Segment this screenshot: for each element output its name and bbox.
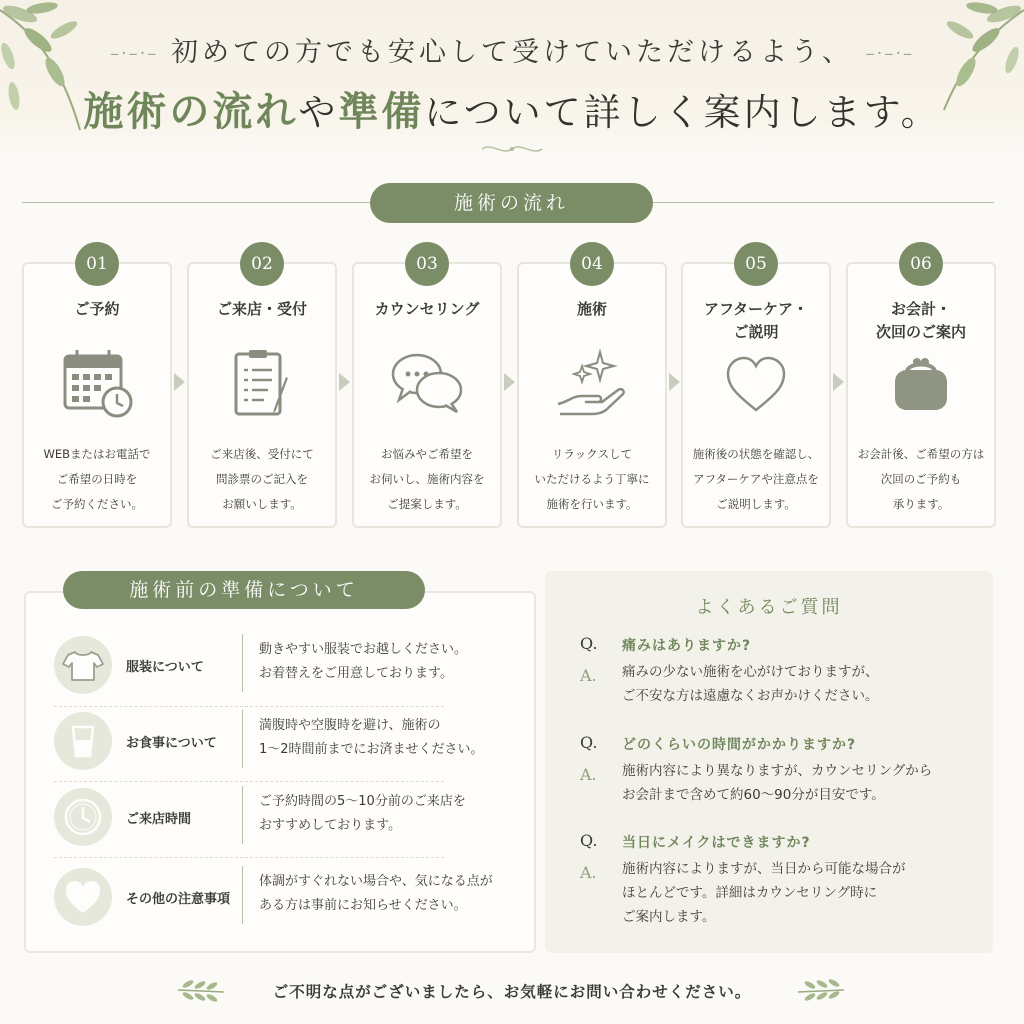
faq-question: 痛みはありますか?: [622, 638, 752, 654]
heart-icon: [716, 348, 796, 418]
flow-step-1: [22, 254, 172, 528]
flow-step-3: [352, 254, 502, 528]
prep-item: [54, 630, 494, 700]
leaf-sprig-icon: [796, 976, 846, 1002]
chevron-right-icon: [504, 373, 515, 391]
flow-section-title: 施術の流れ: [370, 183, 653, 223]
tshirt-icon: [54, 636, 112, 694]
chat-bubbles-icon: [387, 348, 467, 418]
coin-purse-icon: [881, 348, 961, 418]
step-description: お悩みやご希望を お伺いし、施術内容を ご提案します。: [369, 447, 485, 511]
step-number-badge: 04: [570, 242, 614, 286]
answer-mark-label: A.: [580, 863, 597, 882]
clipboard-icon: [222, 348, 302, 418]
prep-item-label: お食事について: [126, 736, 217, 751]
step-number-badge: 03: [405, 242, 449, 286]
calendar-icon: [57, 348, 137, 418]
step-title: アフターケア・ ご説明: [704, 300, 808, 341]
prep-section-title: 施術前の準備について: [63, 571, 425, 609]
chevron-right-icon: [669, 373, 680, 391]
prep-item-label: その他の注意事項: [126, 892, 231, 907]
step-number-badge: 02: [240, 242, 284, 286]
heart-icon: [54, 868, 112, 926]
prep-item-text: ご予約時間の5〜10分前のご来店を おすすめしております。: [259, 794, 466, 833]
faq-answer: 施術内容により異なりますが、カウンセリングから お会計まで含めて約60〜90分が目安です。: [622, 763, 933, 803]
prep-item-label: ご来店時間: [126, 812, 192, 827]
step-number-badge: 01: [75, 242, 119, 286]
flourish-ornament-icon: [480, 142, 544, 156]
step-title: カウンセリング: [374, 300, 480, 318]
clock-icon: [54, 788, 112, 846]
prep-item: [54, 862, 494, 932]
prep-item-text: 満腹時や空腹時を避け、施術の 1〜2時間前までにお済ませください。: [259, 718, 484, 757]
dash-ornament-icon: –·–·–: [865, 43, 915, 64]
faq-question: 当日にメイクはできますか?: [622, 835, 811, 851]
glass-icon: [54, 712, 112, 770]
question-mark-label: Q.: [580, 733, 598, 752]
flow-step-6: [846, 254, 996, 528]
step-number-badge: 05: [734, 242, 778, 286]
faq-section: [545, 571, 993, 953]
step-description: ご来店後、受付にて 問診票のご記入を お願いします。: [210, 447, 314, 511]
flow-step-2: [187, 254, 337, 528]
step-number-badge: 06: [899, 242, 943, 286]
chevron-right-icon: [174, 373, 185, 391]
chevron-right-icon: [339, 373, 350, 391]
flow-step-5: [681, 254, 831, 528]
prep-item-text: 動きやすい服装でお越しください。 お着替えをご用意しております。: [259, 642, 468, 681]
header-subtitle: –·–·– 初めての方でも安心して受けていただけるよう、 –·–·–: [109, 37, 915, 68]
faq-answer: 施術内容によりますが、当日から可能な場合が ほとんどです。詳細はカウンセリング時に ご案内します。: [622, 861, 906, 925]
prep-item-text: 体調がすぐれない場合や、気になる点が ある方は事前にお知らせください。: [259, 874, 493, 913]
answer-mark-label: A.: [580, 765, 597, 784]
step-title: 施術: [576, 300, 607, 318]
step-title: お会計・ 次回のご案内: [875, 300, 966, 341]
divider: [54, 857, 444, 858]
footer-message: ご不明な点がございましたら、お気軽にお問い合わせください。: [272, 983, 752, 1001]
page-header: [0, 0, 1024, 162]
faq-answer: 痛みの少ない施術を心がけておりますが、 ご不安な方は遠慮なくお声かけください。: [622, 664, 879, 704]
prep-item-label: 服装について: [126, 660, 204, 675]
prep-item: [54, 782, 494, 852]
faq-question: どのくらいの時間がかかりますか?: [622, 737, 857, 753]
faq-title: よくあるご質問: [695, 597, 843, 618]
question-mark-label: Q.: [580, 831, 598, 850]
hand-sparkle-icon: [552, 348, 632, 418]
step-title: ご来店・受付: [216, 300, 307, 318]
step-title: ご予約: [74, 300, 120, 318]
question-mark-label: Q.: [580, 634, 598, 653]
header-title: 施術の流れや準備について詳しく案内します。: [83, 88, 941, 135]
step-description: お会計後、ご希望の方は 次回のご予約も 承ります。: [857, 447, 985, 511]
chevron-right-icon: [833, 373, 844, 391]
prep-item: [54, 706, 494, 776]
step-description: 施術後の状態を確認し、 アフターケアや注意点を ご説明します。: [692, 447, 820, 511]
answer-mark-label: A.: [580, 666, 597, 685]
flow-step-4: [517, 254, 667, 528]
step-description: WEBまたはお電話で ご希望の日時を ご予約ください。: [43, 447, 151, 511]
dash-ornament-icon: –·–·–: [109, 43, 159, 64]
step-description: リラックスして いただけるよう丁寧に 施術を行います。: [534, 447, 650, 511]
